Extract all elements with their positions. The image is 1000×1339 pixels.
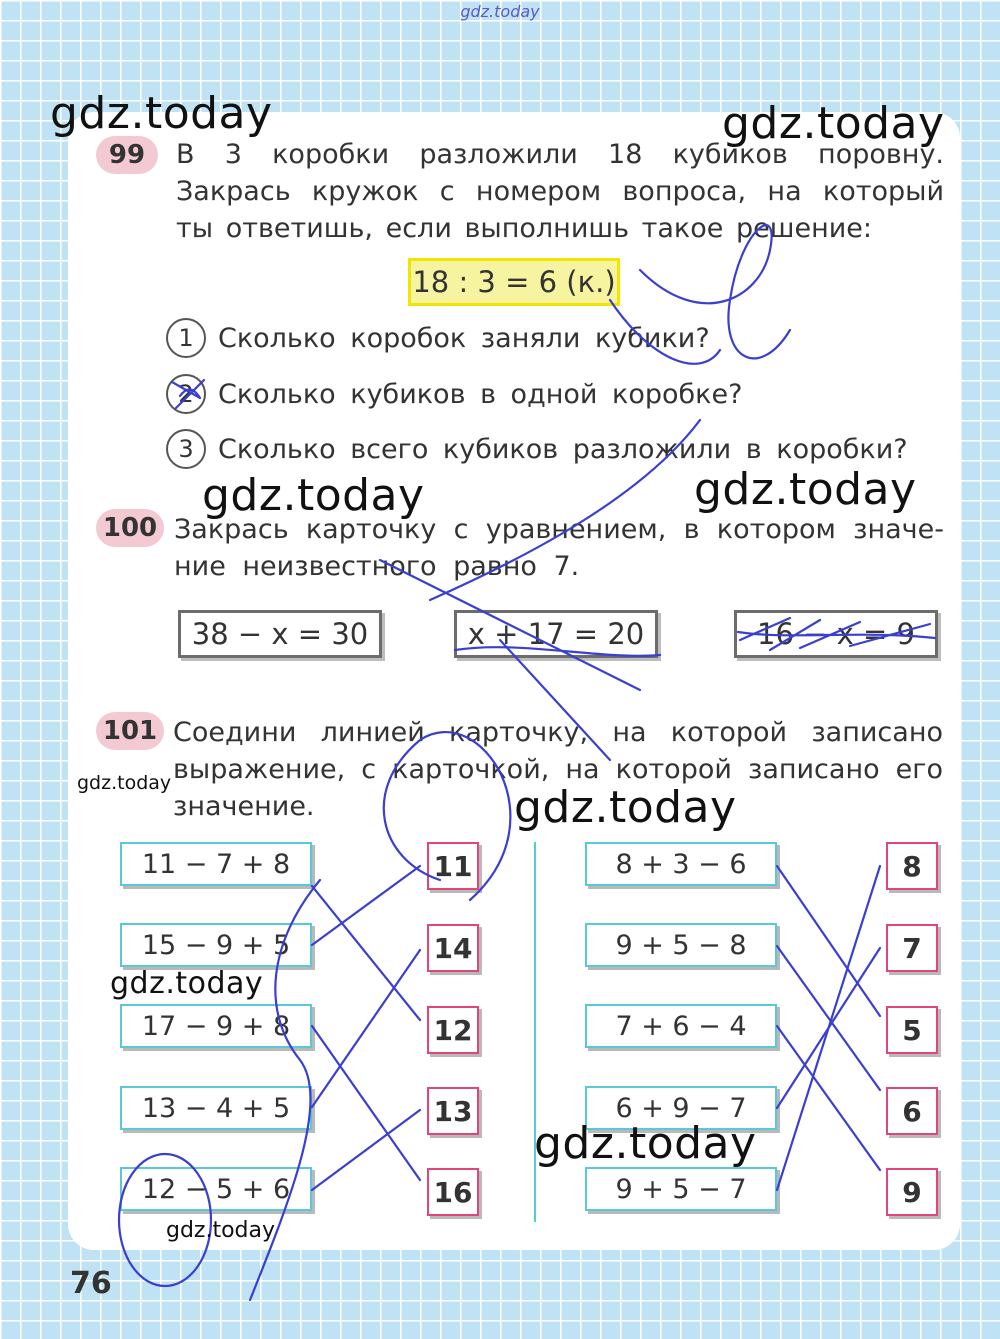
page-number: 76 — [70, 1266, 112, 1301]
watermark-6: gdz.today — [514, 782, 737, 833]
equation-card-2[interactable]: x + 17 = 20 — [454, 610, 658, 658]
task-99-badge: 99 — [96, 136, 158, 174]
question-1-text: Сколько коробок заняли кубики? — [218, 322, 710, 354]
right-value-card-4[interactable]: 6 — [886, 1087, 938, 1135]
task-101-line-2: выражение, с карточкой, на которой записано его — [173, 754, 943, 785]
question-2[interactable] — [166, 372, 742, 416]
right-value-card-1[interactable]: 8 — [886, 842, 938, 890]
task-100-line-1: Закрась карточку с уравнением, в котором значе- — [174, 514, 944, 545]
left-expression-card-4[interactable]: 13 − 4 + 5 — [120, 1086, 312, 1130]
task-100-badge: 100 — [96, 509, 164, 547]
question-2-text: Сколько кубиков в одной коробке? — [218, 378, 743, 410]
right-expression-card-4[interactable]: 6 + 9 − 7 — [585, 1086, 777, 1130]
left-expression-card-1[interactable]: 11 − 7 + 8 — [120, 842, 312, 886]
left-value-card-1[interactable]: 11 — [427, 842, 479, 890]
right-expression-card-3[interactable]: 7 + 6 − 4 — [585, 1004, 777, 1048]
task-99-line-2: Закрась кружок с номером вопроса, на который — [176, 176, 944, 207]
right-expression-card-1[interactable]: 8 + 3 − 6 — [585, 842, 777, 886]
watermark-2: gdz.today — [722, 98, 945, 149]
equation-card-3[interactable]: 16 − x = 9 — [734, 610, 938, 658]
right-value-card-3[interactable]: 5 — [886, 1006, 938, 1054]
question-1[interactable] — [166, 316, 710, 360]
task-100-line-2: ние неизвестного равно 7. — [174, 551, 580, 582]
task-99-line-1: В 3 коробки разложили 18 кубиков поровну. — [176, 139, 944, 170]
watermark-4: gdz.today — [694, 464, 917, 515]
left-value-card-3[interactable]: 12 — [427, 1006, 479, 1054]
left-expression-card-3[interactable]: 17 − 9 + 8 — [120, 1004, 312, 1048]
task-101-line-3: значение. — [173, 791, 315, 822]
watermark-5: gdz.today — [77, 772, 172, 794]
task-100-text — [174, 511, 944, 585]
solution-box: 18 : 3 = 6 (к.) — [408, 258, 620, 306]
equation-card-1[interactable]: 38 − x = 30 — [178, 610, 382, 658]
left-expression-card-5[interactable]: 12 − 5 + 6 — [120, 1167, 312, 1211]
question-2-circle[interactable]: 2 — [166, 374, 206, 414]
question-3-circle[interactable]: 3 — [166, 429, 206, 469]
watermark-1: gdz.today — [50, 88, 273, 139]
task-99-line-3: ты ответишь, если выполнишь такое решение: — [176, 213, 872, 244]
watermark-3: gdz.today — [202, 470, 425, 521]
left-value-card-5[interactable]: 16 — [427, 1168, 479, 1216]
task-101-badge: 101 — [96, 712, 164, 750]
right-expression-card-2[interactable]: 9 + 5 − 8 — [585, 923, 777, 967]
left-value-card-4[interactable]: 13 — [427, 1087, 479, 1135]
right-value-card-5[interactable]: 9 — [886, 1168, 938, 1216]
question-3-text: Сколько всего кубиков разложили в коробки? — [218, 433, 908, 465]
task-99-text — [176, 136, 944, 247]
left-expression-card-2[interactable]: 15 − 9 + 5 — [120, 923, 312, 967]
top-site-mark: gdz.today — [460, 2, 540, 21]
watermark-9: gdz.today — [166, 1218, 276, 1243]
right-value-card-2[interactable]: 7 — [886, 924, 938, 972]
watermark-7: gdz.today — [110, 966, 264, 1001]
left-value-card-2[interactable]: 14 — [427, 924, 479, 972]
watermark-8: gdz.today — [534, 1118, 757, 1169]
question-1-circle[interactable]: 1 — [166, 318, 206, 358]
task-101-line-1: Соедини линией карточку, на которой записано — [173, 717, 943, 748]
right-expression-card-5[interactable]: 9 + 5 − 7 — [585, 1167, 777, 1211]
